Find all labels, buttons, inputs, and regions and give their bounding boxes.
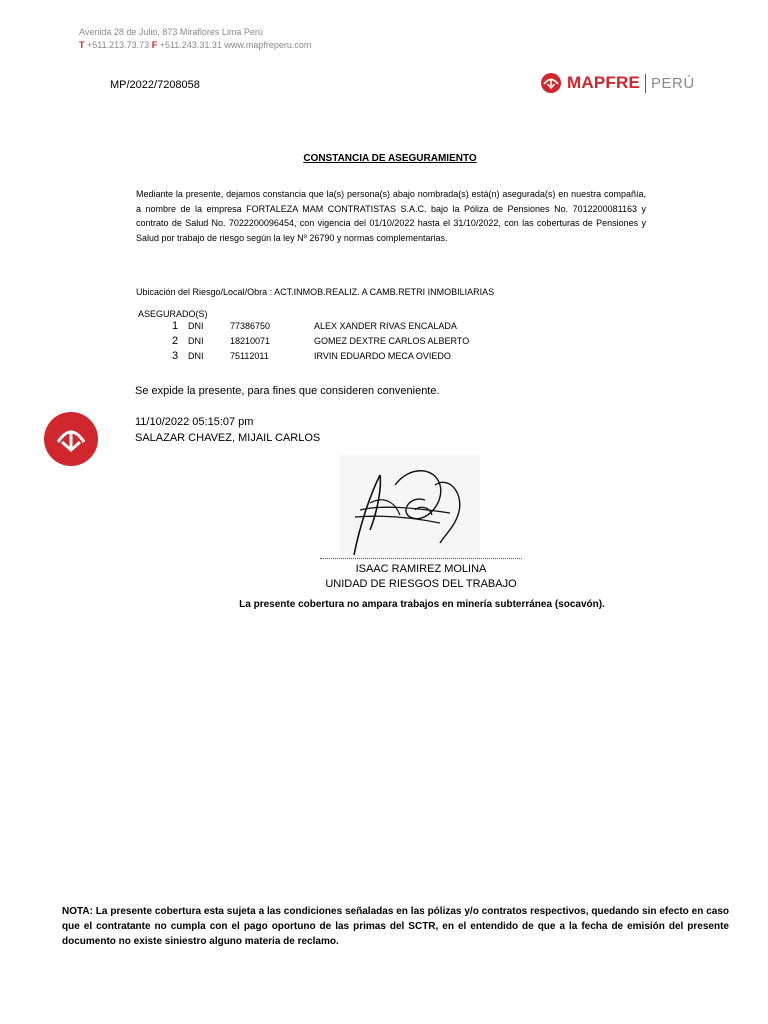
document-reference: MP/2022/7208058 [110, 79, 200, 91]
insured-doc-type: DNI [188, 336, 204, 346]
issuer-name: SALAZAR CHAVEZ, MIJAIL CARLOS [135, 432, 321, 444]
website-link[interactable]: www.mapfreperu.com [224, 40, 312, 50]
insured-name: ALEX XANDER RIVAS ENCALADA [314, 321, 457, 331]
insured-doc-id: 77386750 [230, 321, 271, 331]
signature-line [320, 558, 522, 559]
signer-unit: UNIDAD DE RIESGOS DEL TRABAJO [325, 578, 517, 590]
risk-location: Ubicación del Riesgo/Local/Obra : ACT.INMOB.REALIZ. A CAMB.RETRI INMOBILIARIAS [136, 287, 495, 297]
footer-note: NOTA: La presente cobertura esta sujeta a las condiciones señaladas en las pólizas y/o contratos respectivos, quedando sin efecto en caso que el contratante no cumpla con el pago oportuno de las primas del SCTR, en el entendido de que a la fecha de emisión del presente documento no existe siniestro alguno materia de reclamo. [62, 906, 729, 947]
insured-number: 3 [172, 350, 179, 362]
insured-header: ASEGURADO(S) [138, 309, 208, 319]
contact-line [79, 40, 311, 50]
mapfre-side-icon [44, 412, 98, 466]
logo-brand: MAPFRE [567, 73, 640, 92]
insured-doc-id: 18210071 [230, 336, 271, 346]
insured-doc-type: DNI [188, 351, 204, 361]
insured-doc-id: 75112011 [230, 351, 269, 361]
insured-name: IRVIN EDUARDO MECA OVIEDO [314, 351, 451, 361]
document-title: CONSTANCIA DE ASEGURAMIENTO [303, 153, 477, 164]
company-address: Avenida 28 de Julio, 873 Miraflores Lima Perú [79, 27, 263, 37]
fax-prefix: F [151, 40, 158, 50]
fax-number: +511.243.31.31 [159, 40, 222, 50]
phone-prefix: T [79, 40, 85, 50]
coverage-warning: La presente cobertura no ampara trabajos en minería subterránea (socavón). [239, 599, 605, 610]
mapfre-logo [540, 70, 695, 96]
insured-number: 2 [172, 335, 179, 347]
umbrella-icon [44, 412, 98, 466]
logo-divider [645, 74, 646, 93]
insured-number: 1 [172, 320, 179, 332]
phone-number: +511.213.73.73 [87, 40, 150, 50]
handwritten-signature [340, 455, 480, 560]
certificate-paragraph: Mediante la presente, dejamos constancia que la(s) persona(s) abajo nombrada(s) está(n) asegurada(s) en nuestra compañía, a nombre de la empresa FORTALEZA MAM CONTRATISTAS S.A.C. bajo la Póliza de Pensiones No. 7012200081163 y contrato de Salud No. 7022200096454, con vigencia del 01/10/2022 hasta el 31/10/2022, con las coberturas de Pensiones y Salud por trabajo de riesgo según la ley Nº 26790 y normas complementarias. [136, 189, 646, 243]
logo-country: PERÚ [650, 74, 695, 92]
mapfre-umbrella-icon [540, 72, 562, 94]
insured-doc-type: DNI [188, 321, 204, 331]
insured-name: GOMEZ DEXTRE CARLOS ALBERTO [314, 336, 470, 346]
issue-statement: Se expide la presente, para fines que consideren conveniente. [135, 385, 440, 397]
signer-name: ISAAC RAMIREZ MOLINA [355, 563, 487, 575]
issue-datetime: 11/10/2022 05:15:07 pm [135, 416, 254, 428]
